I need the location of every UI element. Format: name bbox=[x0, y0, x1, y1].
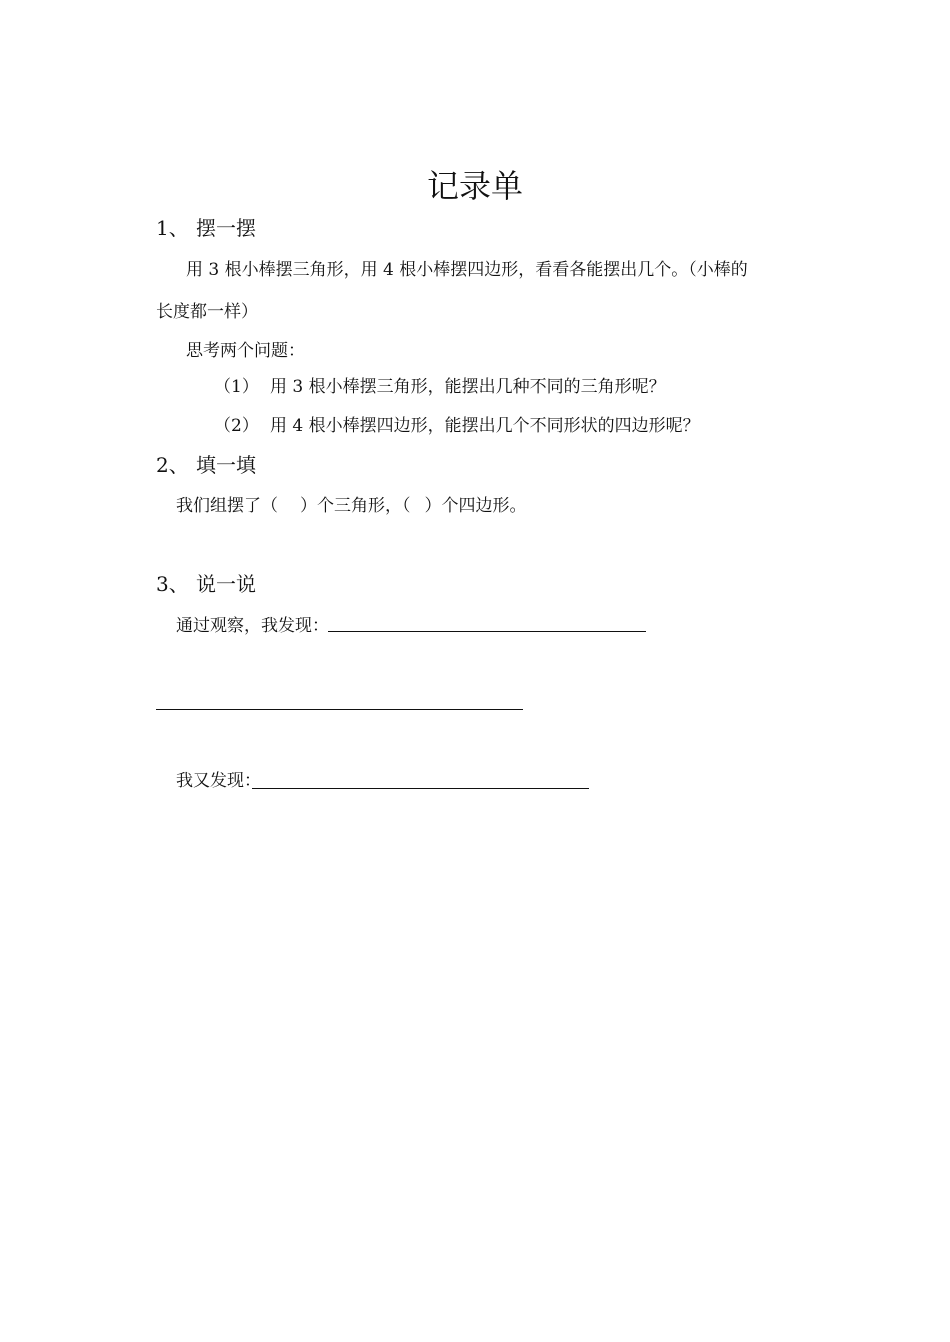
finding-2-label: 我又发现： bbox=[176, 771, 261, 791]
question-2-text: 用 4 根小棒摆四边形，能摆出几个不同形状的四边形呢？ bbox=[270, 416, 700, 436]
section-1-number: 1、 bbox=[156, 216, 189, 240]
question-1-number: （1） bbox=[214, 377, 259, 397]
finding-2-answer-line[interactable] bbox=[252, 788, 589, 789]
fill-prefix: 我们组摆了（ bbox=[176, 496, 278, 516]
finding-1-answer-line[interactable] bbox=[328, 631, 646, 632]
page-title: 记录单 bbox=[426, 167, 523, 205]
section-3-number: 3、 bbox=[156, 572, 189, 596]
question-1-text: 用 3 根小棒摆三角形，能摆出几种不同的三角形呢？ bbox=[270, 377, 666, 397]
question-1 bbox=[214, 374, 666, 400]
fill-suffix: ）个四边形。 bbox=[424, 496, 527, 516]
section-3-title: 说一说 bbox=[196, 572, 256, 596]
section-2-title: 填一填 bbox=[196, 453, 256, 477]
fill-middle: ）个三角形，（ bbox=[300, 496, 411, 516]
section-1-intro-line-2: 长度都一样） bbox=[156, 302, 258, 322]
section-2-number: 2、 bbox=[156, 453, 189, 477]
section-1-title: 摆一摆 bbox=[196, 216, 256, 240]
section-1-heading bbox=[156, 213, 256, 243]
question-2 bbox=[214, 413, 700, 439]
think-label: 思考两个问题： bbox=[186, 341, 305, 361]
section-1-intro-line-1: 用 3 根小棒摆三角形，用 4 根小棒摆四边形，看看各能摆出几个。（小棒的 bbox=[186, 260, 748, 280]
question-2-number: （2） bbox=[214, 416, 259, 436]
fill-sentence bbox=[176, 493, 527, 519]
section-2-heading bbox=[156, 450, 256, 480]
section-3-heading bbox=[156, 569, 256, 599]
finding-1-label: 通过观察，我发现： bbox=[176, 616, 329, 636]
finding-1-answer-line-2[interactable] bbox=[156, 709, 523, 710]
